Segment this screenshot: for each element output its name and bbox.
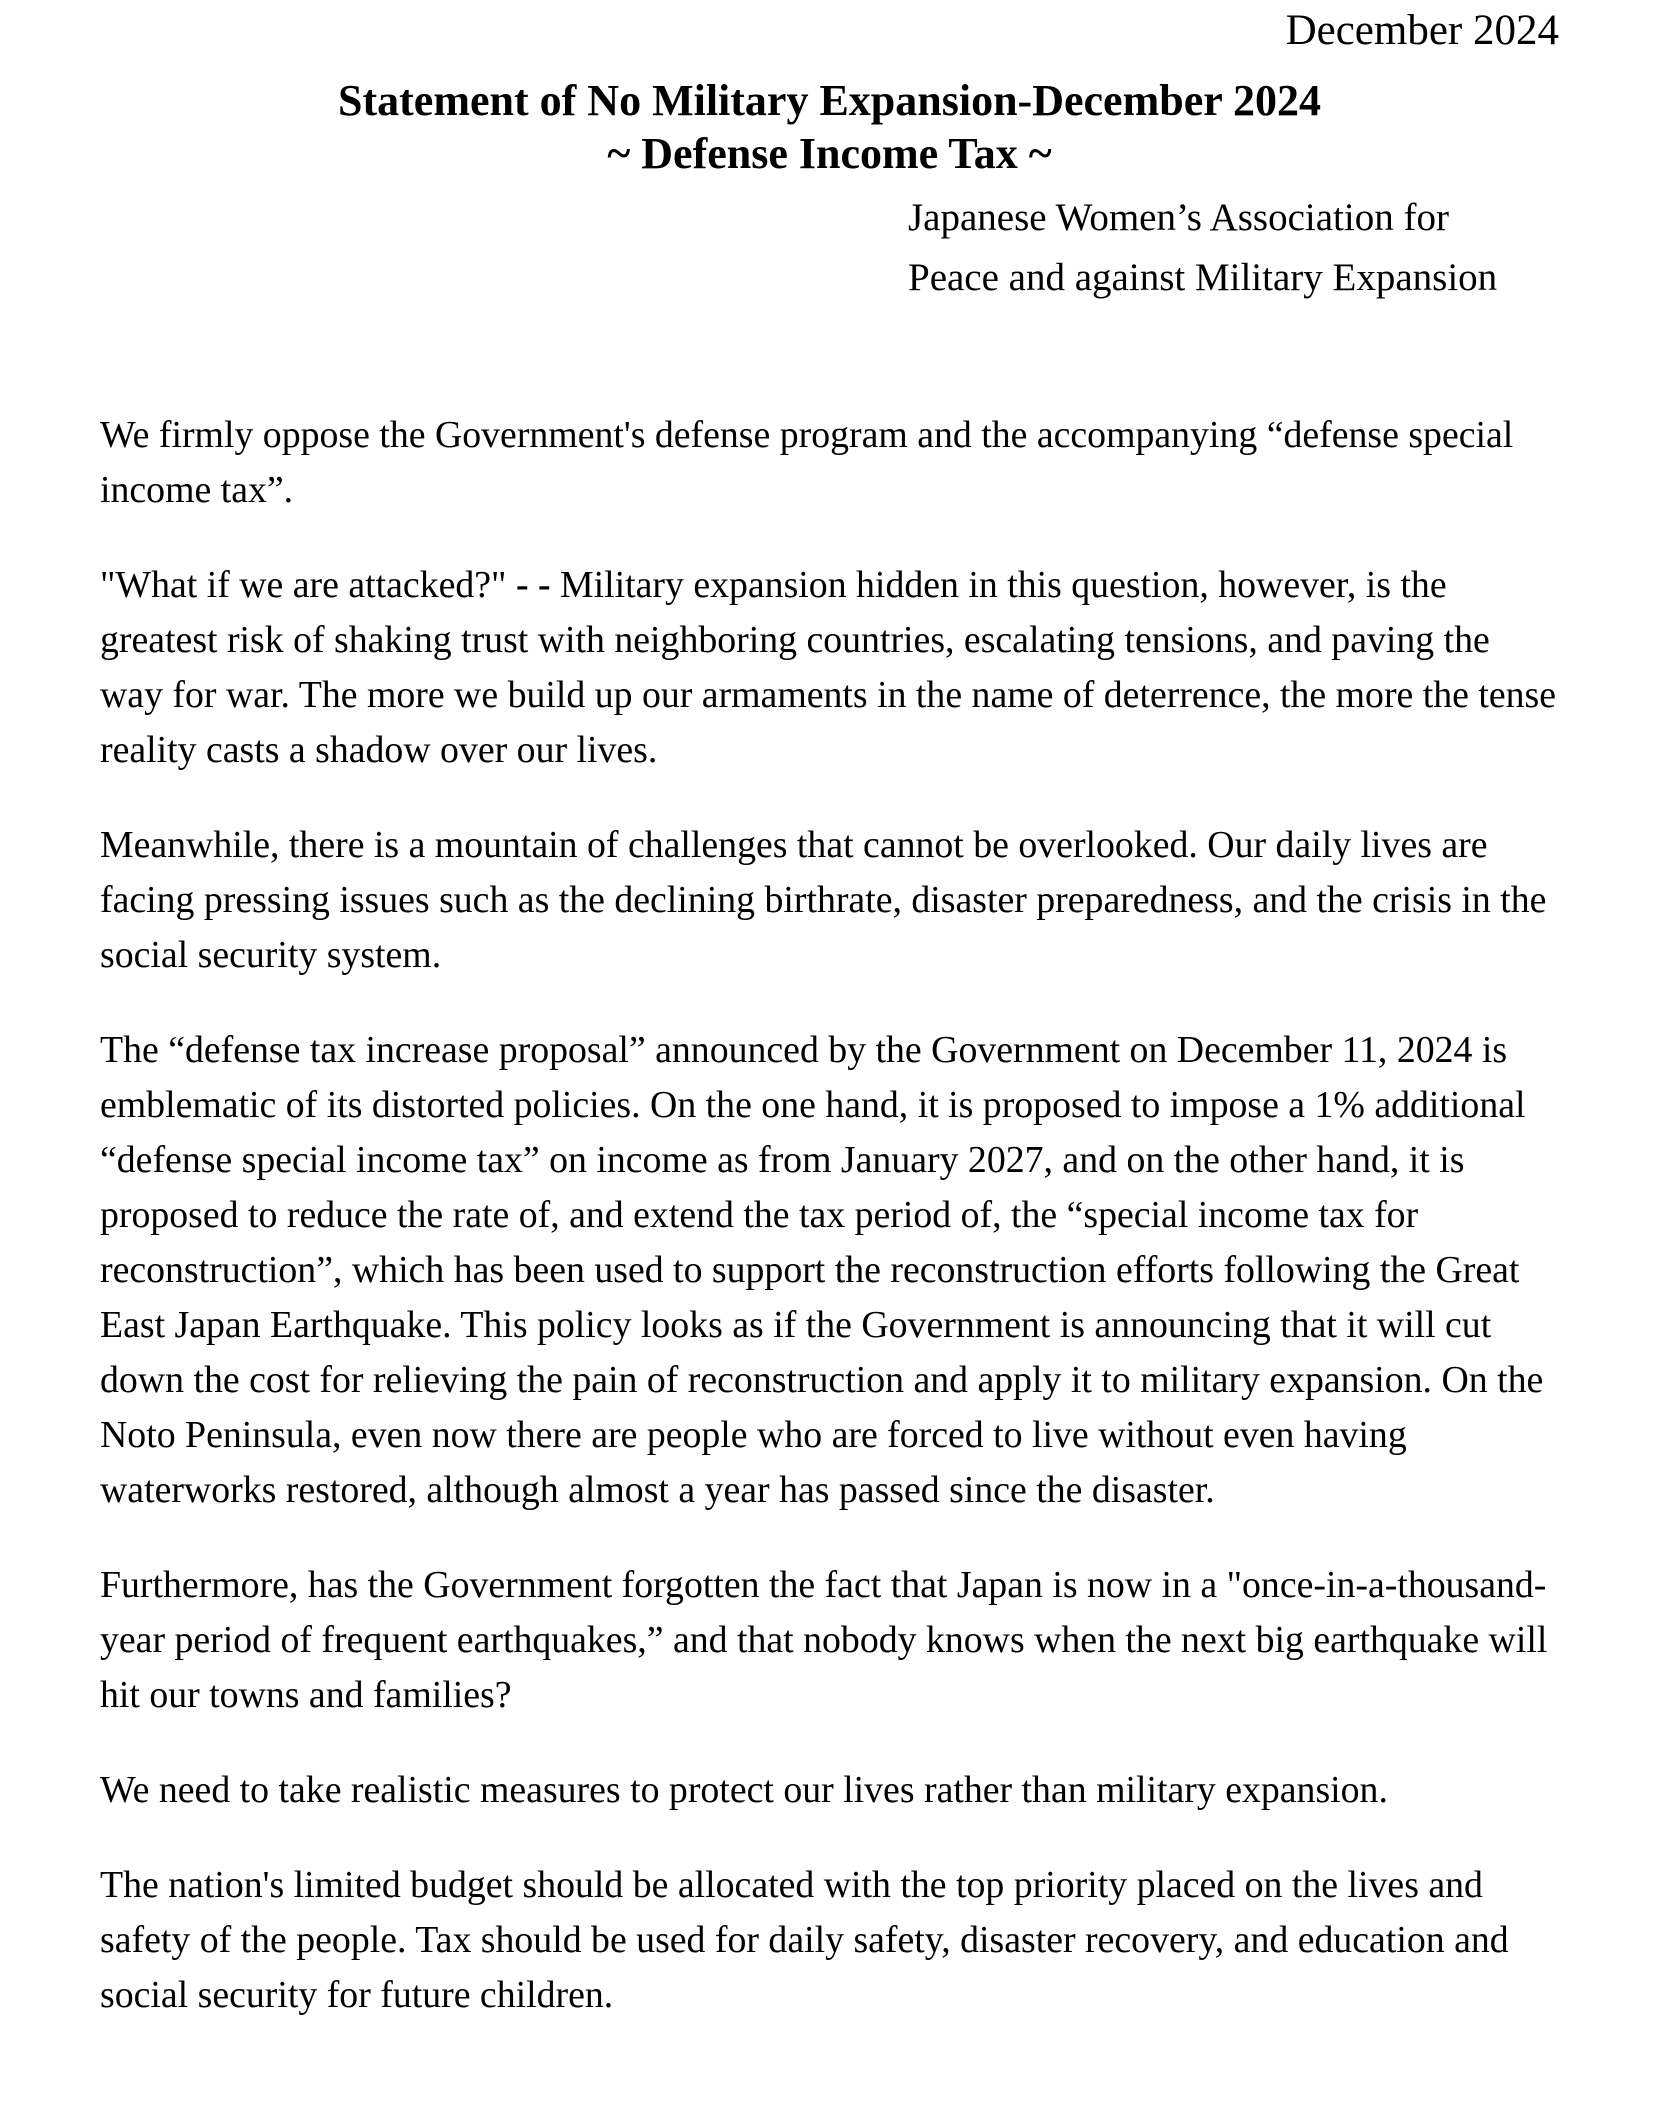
title-block (100, 74, 1559, 180)
paragraph-segment: The nation's limited budget should be allocated with the top priority placed on the lives and safety of the people. Tax should be used for daily safety, disaster recovery, and education and social security for future children. (100, 1864, 1509, 2016)
date-line: December 2024 (1285, 7, 1559, 54)
author-line-1: Japanese Women’s Association for (908, 196, 1449, 239)
paragraph-segment: Meanwhile, there is a mountain of challenges that cannot be overlooked. Our daily lives are facing pressing issues such as the declining birthrate, disaster preparedness, and the crisis in the social security system. (100, 824, 1547, 976)
paragraph (100, 1023, 1559, 1518)
document-body (100, 408, 1559, 2023)
paragraph (100, 818, 1559, 983)
paragraph-segment: "What if we are attacked?" (100, 564, 516, 606)
document-title: Statement of No Military Expansion-December 2024 (338, 76, 1321, 125)
paragraph (100, 558, 1559, 778)
paragraph-segment-bold: - - (515, 564, 551, 606)
document-subtitle: ~ Defense Income Tax ~ (607, 129, 1052, 178)
paragraph-segment: Military expansion hidden in this question, however, is the greatest risk of shaking trust with neighboring countries, escalating tensions, and paving the way for war. The more we build up our armaments in the name of deterrence, the more the tense reality casts a shadow over our lives. (100, 564, 1557, 771)
paragraph (100, 1558, 1559, 1723)
author-line-2: Peace and against Military Expansion (908, 256, 1498, 299)
paragraph (100, 408, 1559, 518)
paragraph-segment: The “defense tax increase proposal” announced by the Government on December 11, 2024 is emblematic of its distorted policies. On the one hand, it is proposed to impose a 1% additional “defense special income tax” on income as from January 2027, and on the other hand, it is proposed to reduce the rate of, and extend the tax period of, the “special income tax for reconstruction”, which has been used to support the reconstruction efforts following the Great East Japan Earthquake. This policy looks as if the Government is announcing that it will cut down the cost for relieving the pain of reconstruction and apply it to military expansion. On the Noto Peninsula, even now there are people who are forced to live without even having waterworks restored, although almost a year has passed since the disaster. (100, 1029, 1544, 1511)
paragraph (100, 1763, 1559, 1818)
paragraph-segment: We need to take realistic measures to protect our lives rather than military expansion. (100, 1769, 1388, 1811)
paragraph-segment: We firmly oppose the Government's defense program and the accompanying “defense special income tax”. (100, 414, 1514, 511)
author-block (100, 188, 1559, 308)
paragraph-segment: Furthermore, has the Government forgotten the fact that Japan is now in a "once-in-a-thousand-year period of frequent earthquakes,” and that nobody knows when the next big earthquake will hit our towns and families? (100, 1564, 1548, 1716)
paragraph (100, 1858, 1559, 2023)
